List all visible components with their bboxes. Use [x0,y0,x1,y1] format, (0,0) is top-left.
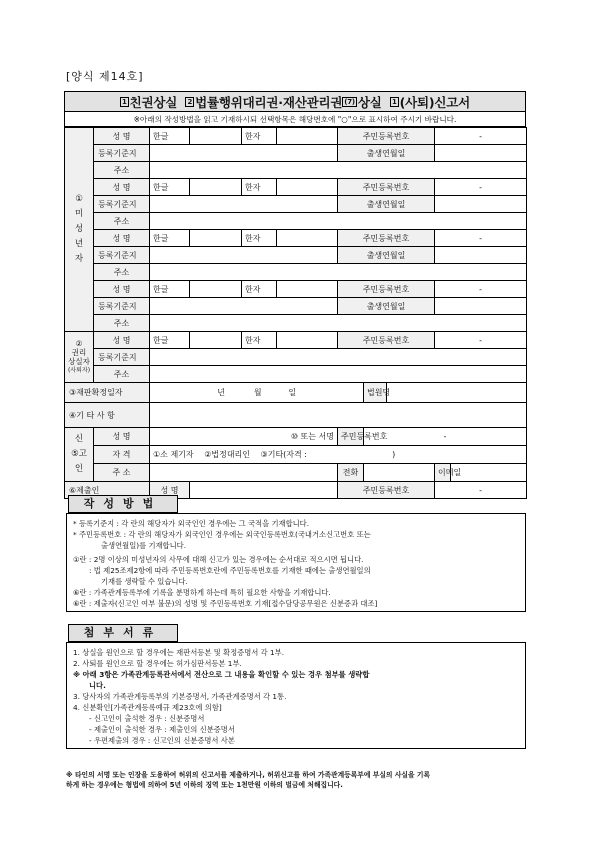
judgment-date-field[interactable] [150,383,364,403]
minor-2-hanja-field[interactable]: 한자 [242,179,277,196]
other-matters-label: ④기 타 사 항 [65,403,150,428]
minor-3-address-label: 주소 [94,264,150,281]
qualification-option-other[interactable]: ③기타(자격 : [260,450,307,459]
minor-2-address-label: 주소 [94,213,150,230]
attachments-header: 첨부서류 [68,624,178,642]
qualification-option-plaintiff[interactable]: ①소 제기자 [153,450,194,459]
attachment-line: 2. 사퇴를 원인으로 할 경우에는 허가심판서등본 1부. [73,659,242,668]
forfeiter-address-label: 주소 [94,366,150,383]
minor-3-registry-field[interactable] [150,247,338,264]
minor-4-address-field[interactable] [150,315,527,332]
minor-4-name-label: 성 명 [94,281,150,298]
minor-1-rrn-label: 주민등록번호 [338,128,435,145]
method-line: 기재를 생략할 수 있습니다. [101,577,188,586]
reporter-qualification-label: 자 격 [94,446,150,464]
court-name-field[interactable] [387,383,527,403]
attachment-line: 4. 신분확인[가족관계등록예규 제23호에 의함] [73,703,222,712]
attachment-line: ※ 아래 3항은 가족관계등록관서에서 전산으로 그 내용을 확인할 수 있는 경우 첨부를 생략합 [73,670,370,679]
minor-1-name-label: 성 명 [94,128,150,145]
attachment-line: 니다. [89,681,106,690]
minor-1-address-label: 주소 [94,162,150,179]
footer-line: ※ 타인의 서명 또는 인장을 도용하여 허위의 신고서를 제출하거나, 허위신고를 하여 가족관계등록부에 부실의 사실을 기록 [66,771,431,779]
minor-4-birth-label: 출생연월일 [338,298,435,315]
minor-2-hanja-value[interactable] [277,179,338,196]
submitter-rrn-field[interactable]: - [435,482,527,499]
minor-1-rrn-field[interactable]: - [435,128,527,145]
forfeiter-hanja-value[interactable] [277,332,338,349]
reporter-rrn-field[interactable]: - [364,428,527,446]
submitter-name-label: 성 명 [150,482,190,499]
minor-4-rrn-label: 주민등록번호 [338,281,435,298]
minor-1-birth-field[interactable] [435,145,527,162]
title-checkbox-2[interactable]: 2 [187,97,193,106]
reporter-signature-mark[interactable]: ⑩ 또는 서명 [290,432,334,441]
reporter-qualification-options [150,446,527,464]
submitter-name-field[interactable] [190,482,338,499]
qualification-option-legal-representative[interactable]: ②법정대리인 [204,450,250,459]
minor-1-registry-field[interactable] [150,145,338,162]
forfeiter-section-label: ② 권리 상실자 (사퇴자) [65,332,94,383]
minor-1-address-field[interactable] [150,162,527,179]
minor-4-hanja-value[interactable] [277,281,338,298]
report-form-table [64,127,527,499]
minor-3-rrn-label: 주민등록번호 [338,230,435,247]
forfeiter-address-field[interactable] [150,366,527,383]
reporter-email-label: 이메일 [435,464,451,482]
form-title [64,91,526,112]
reporter-phone-label: 전화 [338,464,364,482]
forfeiter-hanja-field[interactable]: 한자 [242,332,277,349]
minor-4-hanja-field[interactable]: 한자 [242,281,277,298]
minor-2-registry-label: 등록기준지 [94,196,150,213]
method-line: ①란 : 2명 이상의 미성년자의 사무에 대해 신고가 있는 경우에는 순서대로 적으시면 됩니다. [73,555,364,564]
minor-4-address-label: 주소 [94,315,150,332]
reporter-name-label: 성 명 [94,428,150,446]
reporter-address-field[interactable] [150,464,338,482]
minor-section-label: ① 미 성 년 자 [65,128,94,332]
method-line: ⑥란 : 제출자(신고인 여부 불문)의 성명 및 주민등록번호 기재[접수담당공무원은 신분증과 대조] [73,599,378,608]
attachment-line: - 신고인이 출석한 경우 : 신분증명서 [89,714,205,723]
minor-4-hangul-value[interactable] [190,281,242,298]
minor-3-name-label: 성 명 [94,230,150,247]
title-part-2: 법률행위대리권·재산관리권 [195,94,343,110]
reporter-rrn-label: 주민등록번호 [338,428,364,446]
minor-4-registry-field[interactable] [150,298,338,315]
judgment-month-label: 월 [253,388,262,397]
forfeiter-name-label: 성 명 [94,332,150,349]
title-checkbox-3[interactable]: (7) [344,97,355,106]
reporter-phone-field[interactable] [364,464,435,482]
minor-2-address-field[interactable] [150,213,527,230]
forfeiter-registry-field[interactable] [150,349,527,366]
submitter-label: ⑥제출인 [65,482,150,499]
forfeiter-hangul-value[interactable] [190,332,242,349]
submitter-rrn-label: 주민등록번호 [338,482,435,499]
minor-3-hangul-field[interactable]: 한글 [150,230,190,247]
reporter-section-label: 신 ⑤고 인 [65,428,94,482]
minor-3-birth-field[interactable] [435,247,527,264]
minor-4-rrn-field[interactable]: - [435,281,527,298]
minor-1-hangul-field[interactable]: 한글 [150,128,190,145]
minor-4-registry-label: 등록기준지 [94,298,150,315]
footer-line: 하게 하는 경우에는 형법에 의하여 5년 이하의 징역 또는 1천만원 이하의 벌금에 처해집니다. [66,781,343,789]
minor-3-registry-label: 등록기준지 [94,247,150,264]
title-part-1: 친권상실 [129,94,178,110]
reporter-email-field[interactable] [451,464,527,482]
method-line: ⑥란 : 가족관계등록부에 기록을 분명하게 하는데 특히 필요한 사항을 기재합니다. [73,588,331,597]
method-panel [66,513,526,612]
minor-2-rrn-field[interactable]: - [435,179,527,196]
minor-1-hanja-field[interactable]: 한자 [242,128,277,145]
minor-2-hangul-field[interactable]: 한글 [150,179,190,196]
minor-3-hanja-value[interactable] [277,230,338,247]
title-part-3: 상실 [357,94,382,110]
attachment-line: - 제출인이 출석한 경우 : 제출인의 신분증명서 [89,725,235,734]
method-line: : 법 제25조제2항에 따라 주민등록번호란에 주민등록번호를 기재한 때에는 출생연월일의 [89,566,371,575]
minor-1-hangul-value[interactable] [190,128,242,145]
attachment-line: 1. 상실을 원인으로 할 경우에는 재판서등본 및 확정증명서 각 1부. [73,648,285,657]
minor-3-rrn-field[interactable]: - [435,230,527,247]
forfeiter-registry-label: 등록기준지 [94,349,150,366]
judgment-date-label: ③재판확정일자 [65,383,150,403]
title-checkbox-1[interactable]: 1 [121,97,127,106]
method-line: 출생연월일)를 기재합니다. [101,541,187,550]
minor-1-registry-label: 등록기준지 [94,145,150,162]
minor-3-hanja-field[interactable]: 한자 [242,230,277,247]
form-number: [양식 제14호] [66,70,144,83]
minor-2-rrn-label: 주민등록번호 [338,179,435,196]
forfeiter-rrn-label: 주민등록번호 [338,332,435,349]
minor-1-hanja-value[interactable] [277,128,338,145]
minor-4-birth-field[interactable] [435,298,527,315]
title-part-4: (사퇴)신고서 [399,94,471,110]
minor-3-address-field[interactable] [150,264,527,281]
other-matters-field[interactable] [150,403,527,428]
minor-2-hangul-value[interactable] [190,179,242,196]
minor-3-hangul-value[interactable] [190,230,242,247]
minor-2-birth-field[interactable] [435,196,527,213]
reporter-address-label: 주 소 [94,464,150,482]
minor-2-name-label: 성 명 [94,179,150,196]
judgment-year-label: 년 [217,388,225,397]
method-line: * 주민등록번호 : 각 란의 해당자가 외국인인 경우에는 외국인등록번호(국내거소신고번호 또는 [73,530,371,539]
qualification-option-close: ) [392,450,396,459]
title-checkbox-4[interactable]: 1 [391,97,397,106]
method-header: 작성방법 [68,495,178,513]
attachment-line: - 우편제출의 경우 : 신고인의 신분증명서 사본 [89,736,235,745]
method-line: * 등록기준지 : 각 란의 해당자가 외국인인 경우에는 그 국적을 기재합니다. [73,519,310,528]
penalty-warning [66,770,526,790]
minor-1-birth-label: 출생연월일 [338,145,435,162]
court-name-label: 법원명 [364,383,387,403]
instruction-notice: ※아래의 작성방법을 읽고 기재하시되 선택항목은 해당번호에 "○"으로 표시하여 주시기 바랍니다. [64,112,526,127]
minor-2-birth-label: 출생연월일 [338,196,435,213]
minor-3-birth-label: 출생연월일 [338,247,435,264]
judgment-day-label: 일 [288,388,297,397]
minor-4-hangul-field[interactable]: 한글 [150,281,190,298]
minor-2-registry-field[interactable] [150,196,338,213]
attachment-line: 3. 당사자의 가족관계등록부의 기본증명서, 가족관계증명서 각 1통. [73,692,287,701]
forfeiter-hangul-field[interactable]: 한글 [150,332,190,349]
attachments-panel [66,642,526,749]
reporter-name-field[interactable] [150,428,338,446]
forfeiter-rrn-field[interactable]: - [435,332,527,349]
